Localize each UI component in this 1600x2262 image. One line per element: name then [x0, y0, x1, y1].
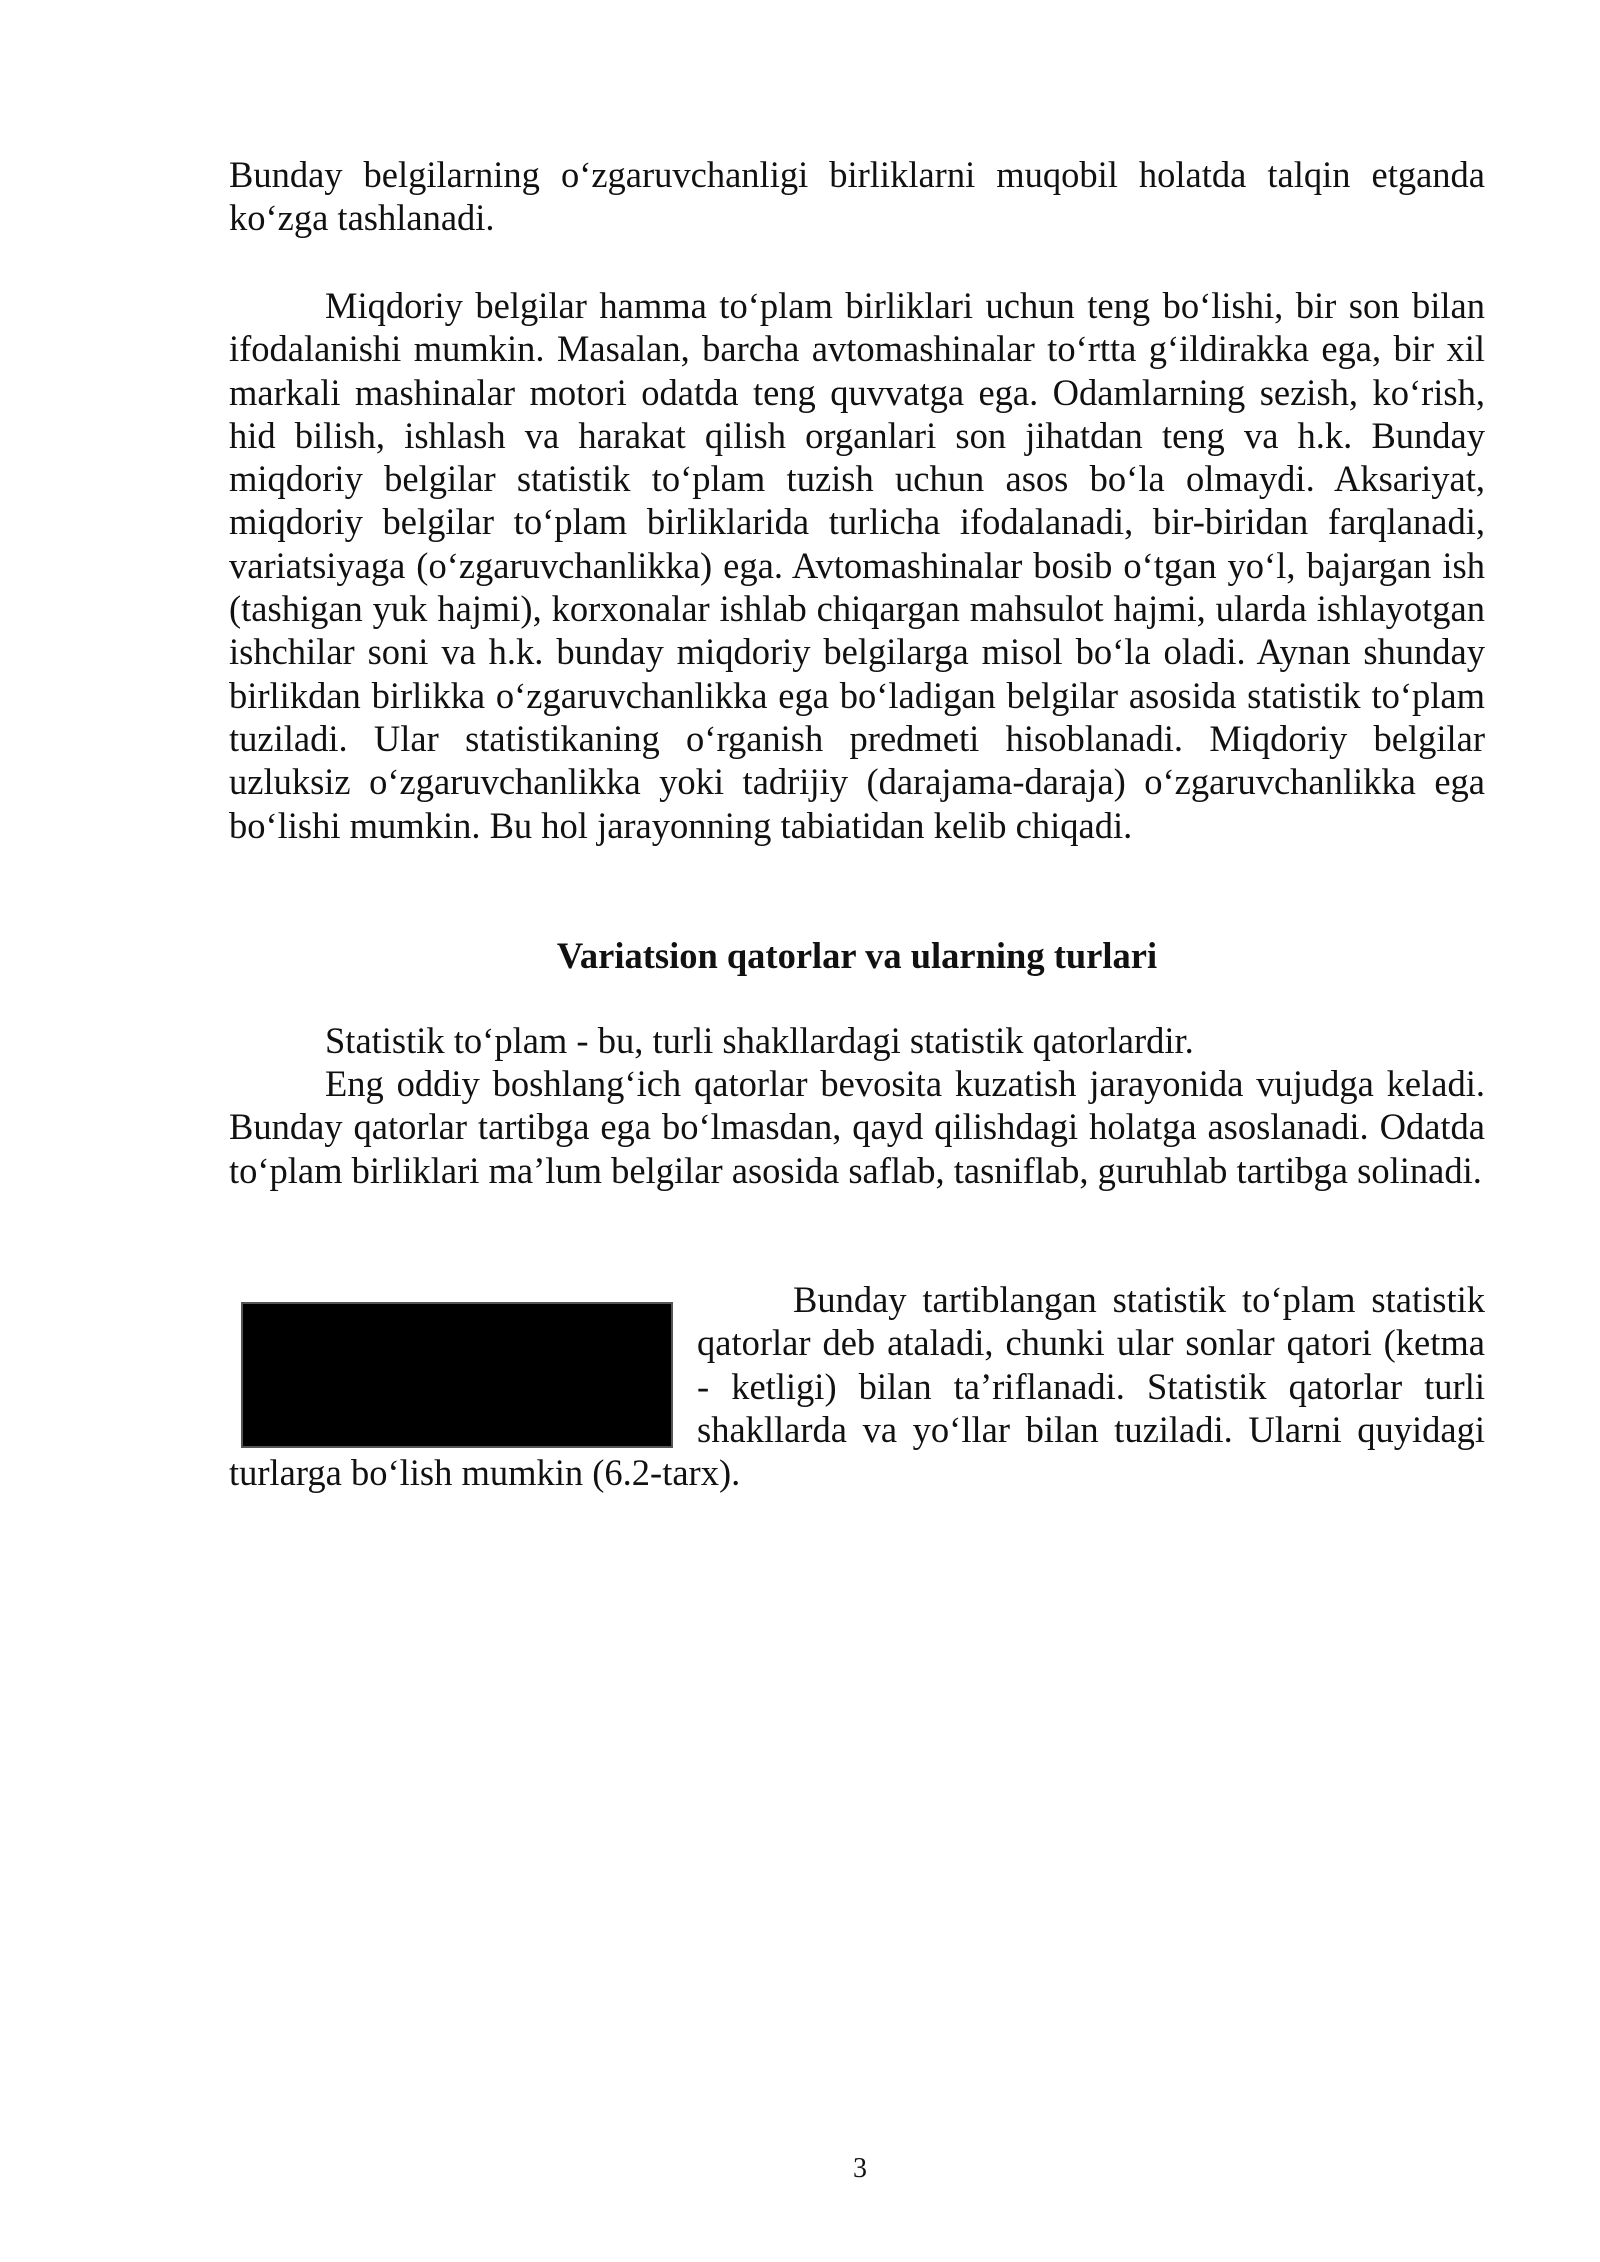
- paragraph-intro: Bunday belgilarning o‘zgaruvchanligi birliklarni muqobil holatda talqin etganda ko‘zga tashlanadi.: [229, 154, 1485, 239]
- redacted-figure-box: [241, 1302, 673, 1448]
- paragraph-quantitative-features: Miqdoriy belgilar hamma to‘plam birliklari uchun teng bo‘lishi, bir son bilan ifodalanishi mumkin. Masalan, barcha avtomashinalar to‘rtta g‘ildirakka ega, bir xil markali mashinalar motori odatda teng quvvatga ega. Odamlarning sezish, ko‘rish, hid bilish, ishlash va harakat qilish organlari son jihatdan teng va h.k. Bunday miqdoriy belgilar statistik to‘plam tuzish uchun asos bo‘la olmaydi. Aksariyat, miqdoriy belgilar to‘plam birliklarida turlicha ifodalanadi, bir-biridan farqlanadi, variatsiyaga (o‘zgaruvchanlikka) ega. Avtomashinalar bosib o‘tgan yo‘l, bajargan ish (tashigan yuk hajmi), korxonalar ishlab chiqargan mahsulot hajmi, ularda ishlayotgan ishchilar soni va h.k. bunday miqdoriy belgilarga misol bo‘la oladi. Aynan shunday birlikdan birlikka o‘zgaruvchanlikka ega bo‘ladigan belgilar asosida statistik to‘plam tuziladi. Ular statistikaning o‘rganish predmeti hisoblanadi. Miqdoriy belgilar uzluksiz o‘zgaruvchanlikka yoki tadrijiy (darajama-daraja) o‘zgaruvchanlikka ega bo‘lishi mumkin. Bu hol jarayonning tabiatidan kelib chiqadi.: [229, 285, 1485, 846]
- paragraph-statistical-set: Statistik to‘plam - bu, turli shakllardagi statistik qatorlardir.: [325, 1020, 1194, 1061]
- paragraph-with-figure: [229, 1278, 1485, 1494]
- paragraph-primary-series: Eng oddiy boshlang‘ich qatorlar bevosita kuzatish jarayonida vujudga keladi. Bunday qatorlar tartibga ega bo‘lmasdan, qayd qilishdagi holatga asoslanadi. Odatda to‘plam birliklari ma’lum belgilar asosida saflab, tasniflab, guruhlab tartibga solinadi.: [229, 1063, 1485, 1191]
- page-number: 3: [853, 2153, 867, 2184]
- paragraph-ordered-series: Bunday tartiblangan statistik to‘plam statistik qatorlar deb ataladi, chunki ular sonlar qatori (ketma - ketligi) bilan ta’riflanadi. Statistik qatorlar turli shakllarda va yo‘llar bilan tuziladi. Ularni quyidagi turlarga bo‘lish mumkin (6.2-tarx).: [229, 1279, 1485, 1494]
- section-heading: Variatsion qatorlar va ularning turlari: [556, 935, 1158, 976]
